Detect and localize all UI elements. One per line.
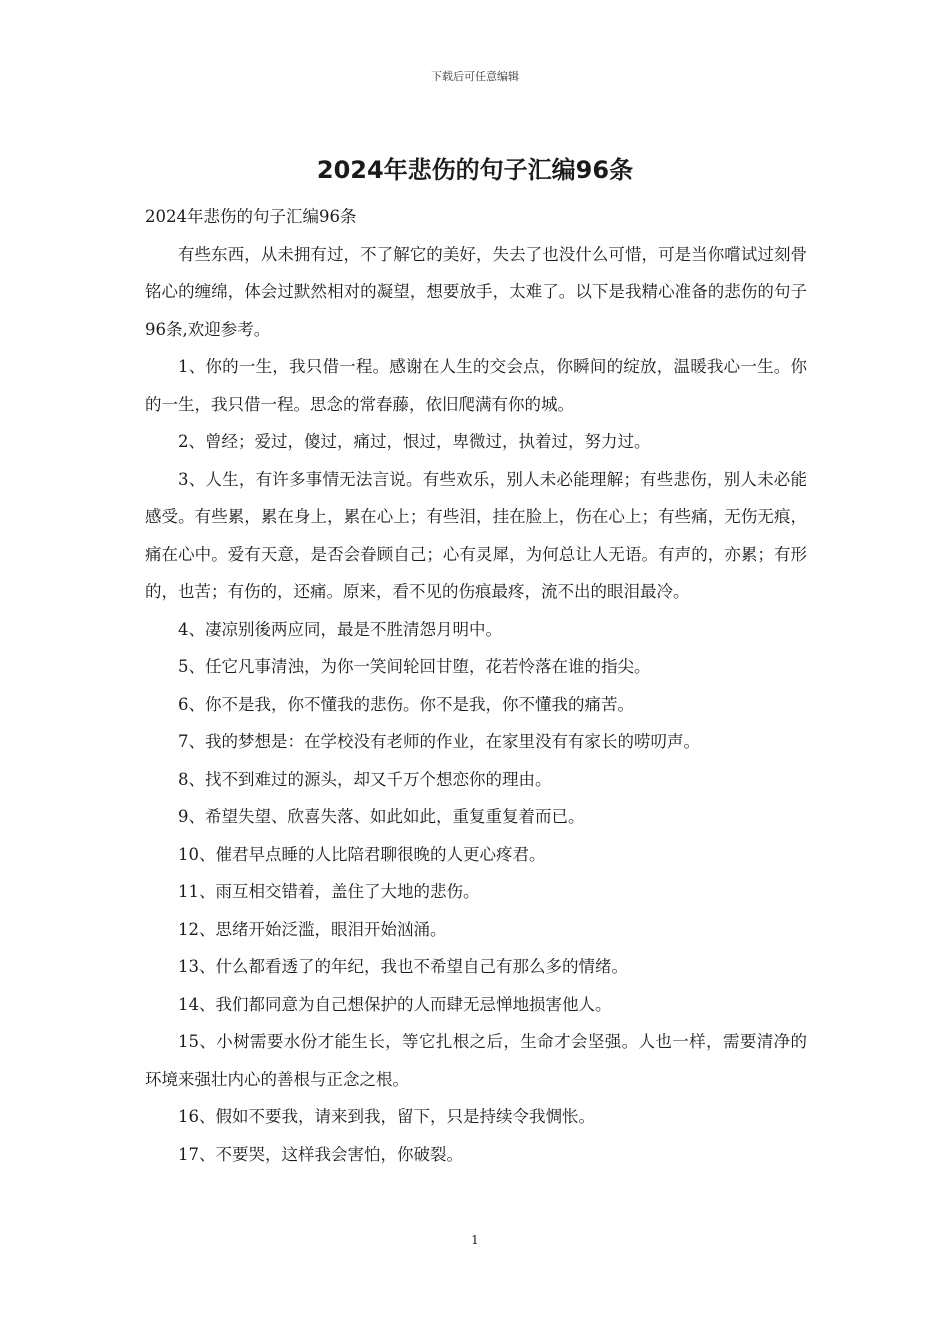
document-title: 2024年悲伤的句子汇编96条 — [316, 156, 634, 184]
sentence-item: 12、思绪开始泛滥，眼泪开始汹涌。 — [178, 919, 447, 939]
sentence-item: 9、希望失望、欣喜失落、如此如此，重复重复着而已。 — [178, 807, 585, 826]
header-note: 下载后可任意编辑 — [431, 70, 519, 83]
document-subtitle: 2024年悲伤的句子汇编96条 — [145, 207, 357, 226]
sentence-item: 5、任它凡事清浊，为你一笑间轮回甘堕，花若怜落在谁的指尖。 — [178, 657, 651, 676]
document-body — [145, 198, 807, 1173]
sentence-item: 16、假如不要我，请来到我，留下，只是持续令我惆怅。 — [178, 1107, 595, 1126]
sentence-item: 13、什么都看透了的年纪，我也不希望自己有那么多的情绪。 — [178, 957, 628, 976]
sentence-item: 15、小树需要水份才能生长，等它扎根之后，生命才会坚强。人也一样，需要清净的环境来强壮内心的善根与正念之根。 — [145, 1032, 807, 1089]
intro-paragraph: 有些东西，从未拥有过，不了解它的美好，失去了也没什么可惜，可是当你嚐试过刻骨铭心的缠绵，体会过默然相对的凝望，想要放手，太难了。以下是我精心准备的悲伤的句子96条,欢迎参考。 — [145, 244, 807, 339]
sentence-item: 17、不要哭，这样我会害怕，你破裂。 — [178, 1144, 463, 1164]
sentence-item: 8、找不到难过的源头，却又千万个想恋你的理由。 — [178, 769, 552, 789]
sentence-item: 2、曾经；爱过，傻过，痛过，恨过，卑微过，执着过，努力过。 — [178, 432, 651, 451]
sentence-item: 11、雨互相交错着，盖住了大地的悲伤。 — [178, 882, 480, 901]
sentence-item: 14、我们都同意为自己想保护的人而肆无忌惮地损害他人。 — [178, 994, 612, 1014]
page-number: 1 — [471, 1233, 479, 1247]
sentence-item: 6、你不是我，你不懂我的悲伤。你不是我，你不懂我的痛苦。 — [178, 694, 634, 714]
sentence-item: 4、凄凉别後两应同，最是不胜清怨月明中。 — [178, 619, 502, 639]
sentence-item: 7、我的梦想是：在学校没有老师的作业，在家里没有有家长的唠叨声。 — [178, 732, 700, 751]
sentence-item: 1、你的一生，我只借一程。感谢在人生的交会点，你瞬间的绽放，温暖我心一生。你的一生，我只借一程。思念的常春藤，依旧爬满有你的城。 — [145, 357, 807, 414]
sentence-item: 10、催君早点睡的人比陪君聊很晚的人更心疼君。 — [178, 844, 546, 864]
sentence-item: 3、人生，有许多事情无法言说。有些欢乐，别人未必能理解；有些悲伤，别人未必能感受。有些累，累在身上，累在心上；有些泪，挂在脸上，伤在心上；有些痛，无伤无痕，痛在心中。爱有天意，是否会眷顾自己；心有灵犀，为何总让人无语。有声的，亦累；有形的，也苦；有伤的，还痛。原来，看不见的伤痕最疼，流不出的眼泪最冷。 — [145, 469, 807, 601]
